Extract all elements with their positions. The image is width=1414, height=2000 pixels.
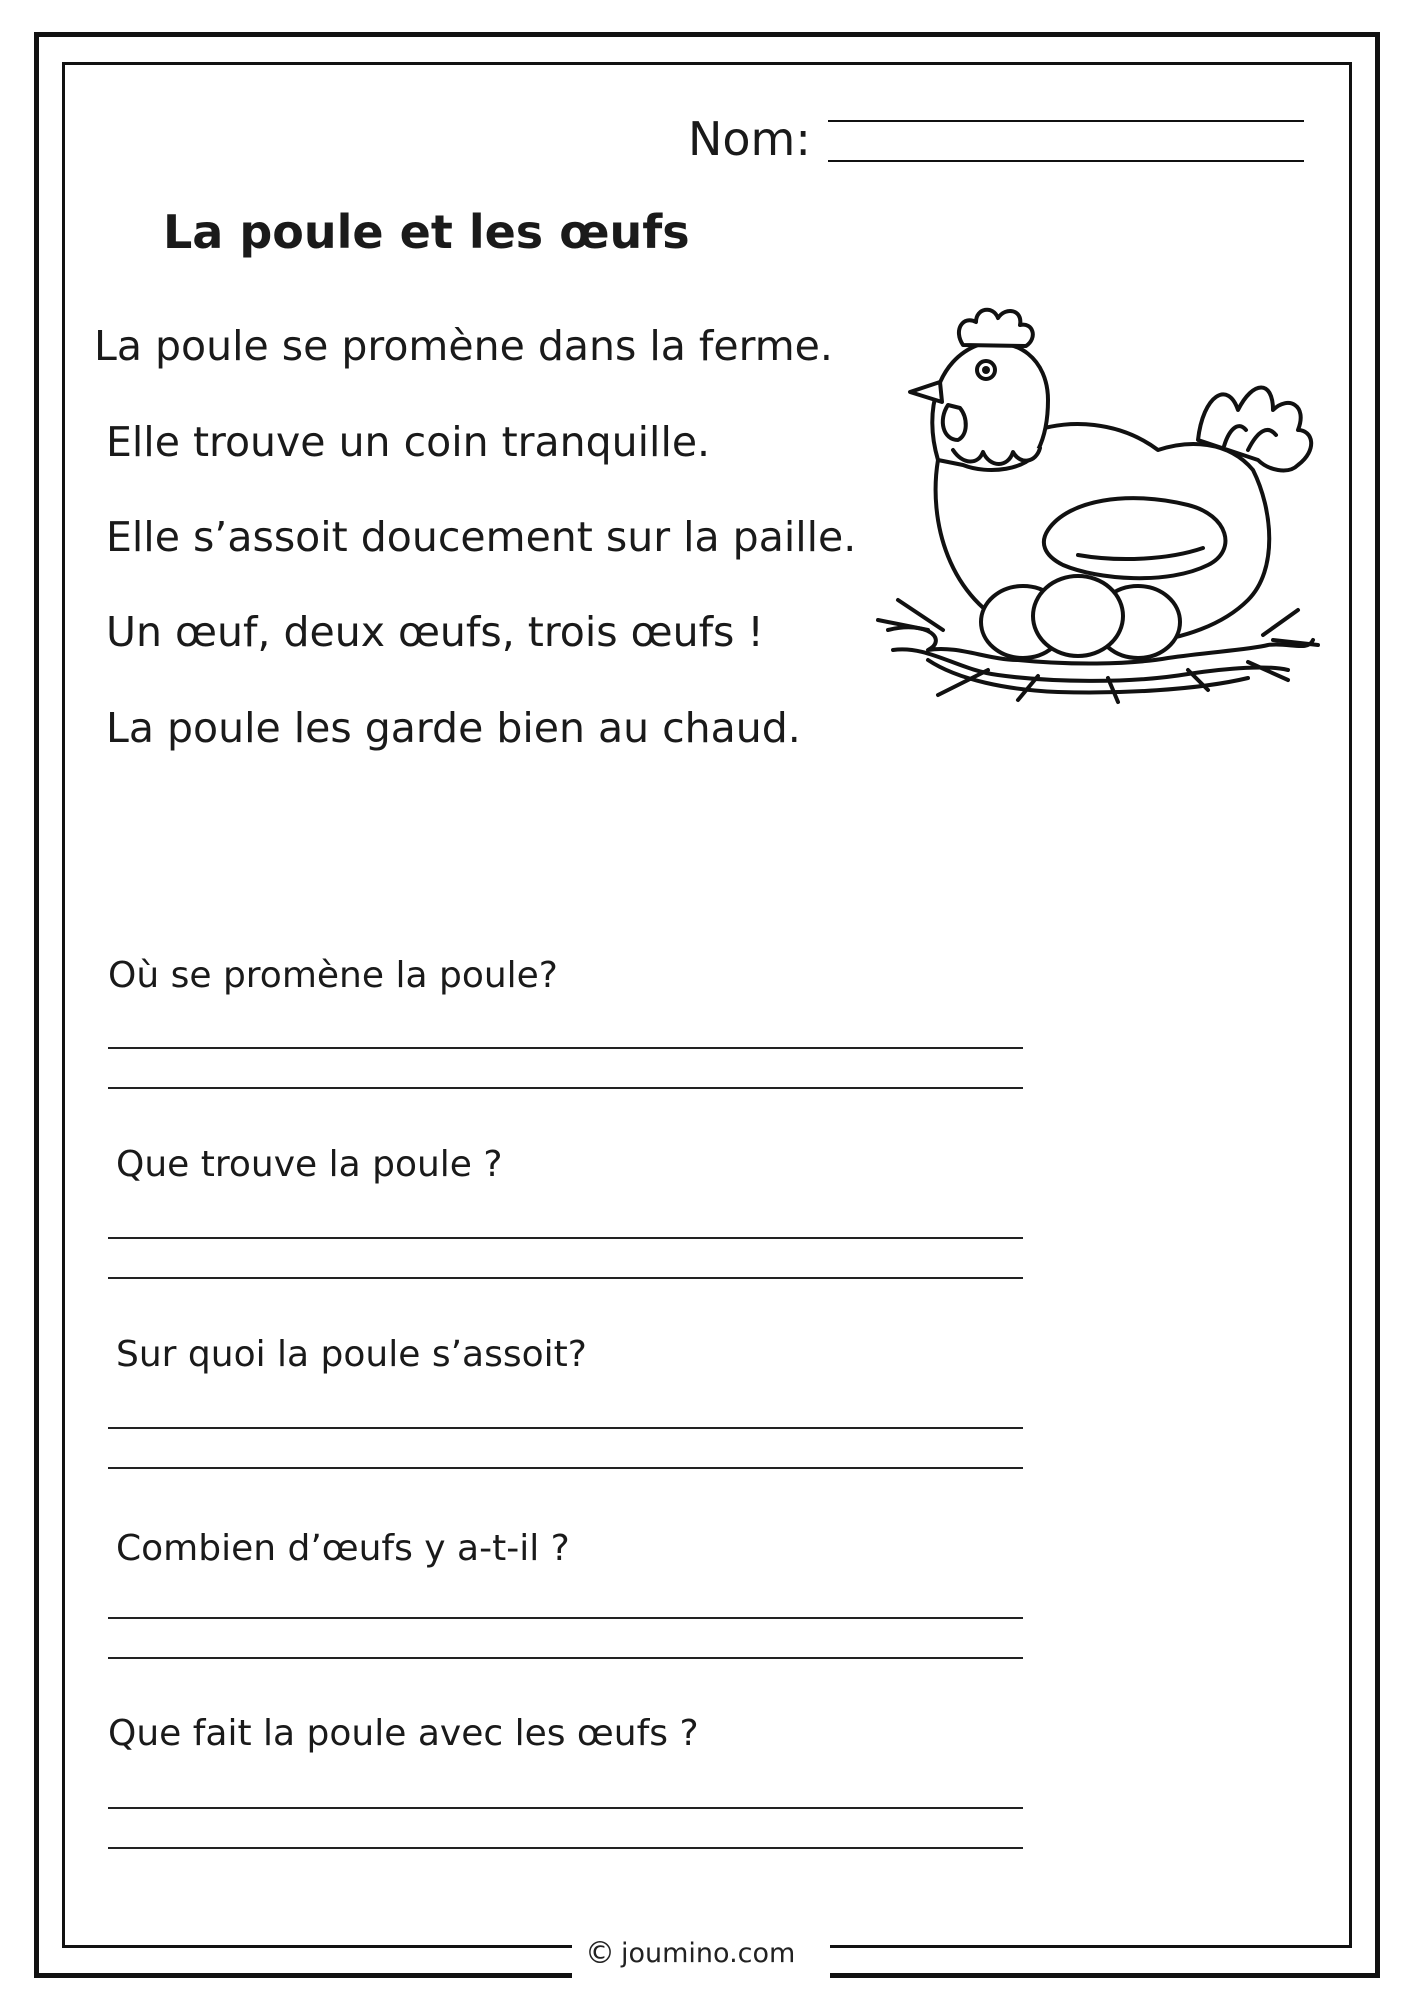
story-line-1: La poule se promène dans la ferme. — [94, 322, 833, 370]
question-4: Combien d’œufs y a-t-il ? — [116, 1528, 570, 1569]
story-line-5: La poule les garde bien au chaud. — [106, 704, 801, 752]
story-line-3: Elle s’assoit doucement sur la paille. — [106, 513, 857, 561]
question-5: Que fait la poule avec les œufs ? — [108, 1713, 699, 1754]
question-3: Sur quoi la poule s’assoit? — [116, 1334, 587, 1375]
answer-line[interactable] — [108, 1657, 1023, 1659]
name-label: Nom: — [688, 112, 811, 166]
copyright-icon: © — [585, 1935, 615, 1971]
answer-line[interactable] — [108, 1847, 1023, 1849]
question-1: Où se promène la poule? — [108, 955, 558, 996]
answer-line[interactable] — [108, 1807, 1023, 1809]
footer-site: joumino.com — [621, 1937, 796, 1969]
answer-line[interactable] — [108, 1467, 1023, 1469]
answer-line[interactable] — [108, 1047, 1023, 1049]
name-line-top — [828, 120, 1304, 122]
answer-line[interactable] — [108, 1087, 1023, 1089]
worksheet-title: La poule et les œufs — [163, 205, 690, 259]
answer-line[interactable] — [108, 1237, 1023, 1239]
name-line-bottom — [828, 160, 1304, 162]
footer — [585, 1933, 795, 1973]
story-line-4: Un œuf, deux œufs, trois œufs ! — [106, 608, 764, 656]
hen-on-nest-icon — [868, 300, 1338, 720]
question-2: Que trouve la poule ? — [116, 1144, 503, 1185]
answer-line[interactable] — [108, 1427, 1023, 1429]
answer-line[interactable] — [108, 1277, 1023, 1279]
story-line-2: Elle trouve un coin tranquille. — [106, 418, 711, 466]
answer-line[interactable] — [108, 1617, 1023, 1619]
